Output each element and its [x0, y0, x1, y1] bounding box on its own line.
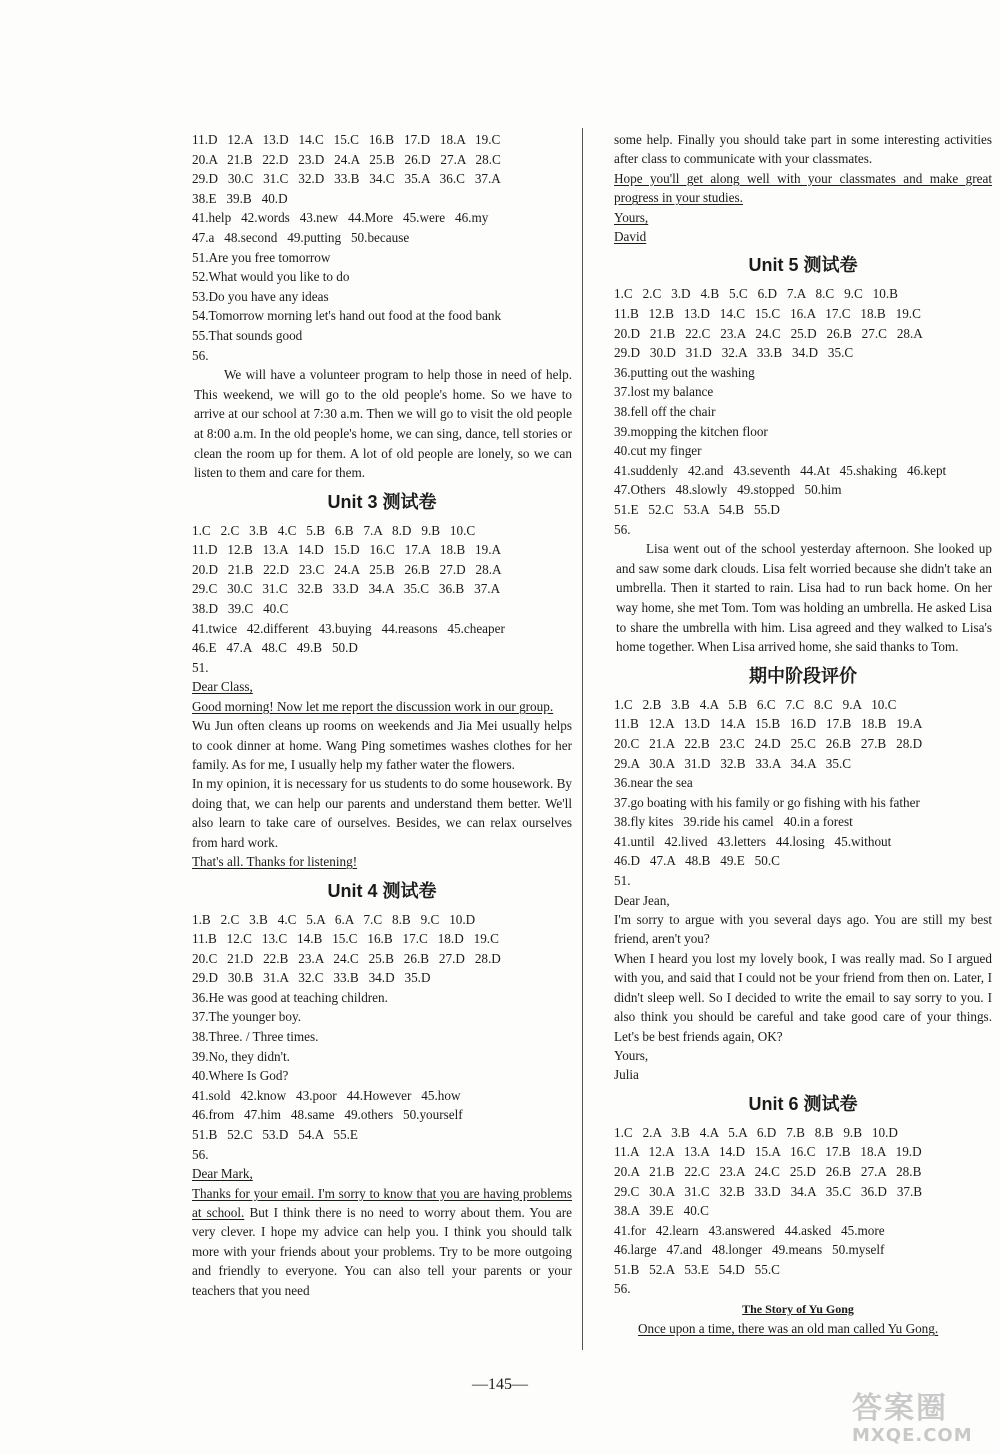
answer-line: 39.mopping the kitchen floor — [614, 423, 768, 439]
essay-text: Lisa went out of the school yesterday afternoon. She looked up and saw some dark clouds. Lisa felt worried because she didn't take an umbrella. Then it started to rain. Lisa had to run back home. On her way home, she met Tom. Tom was holding an umbrella. He asked Lisa to share the umbrella with him. Lisa agreed and they walked to Lisa's home together. When Lisa arrived home, she said thanks to Tom. — [616, 541, 992, 655]
answer-line: 46.D 47.A 48.B 49.E 50.C — [614, 853, 780, 869]
answer-line: 11.B 12.A 13.D 14.A 15.B 16.D 17.B 18.B 19.A — [614, 716, 923, 732]
answer-line: 11.A 12.A 13.A 14.D 15.A 16.C 17.B 18.A 19.D — [614, 1144, 922, 1160]
answer-line: 41.for 42.learn 43.answered 44.asked 45.more — [614, 1222, 885, 1238]
letter-greeting: Dear Class, — [192, 679, 253, 695]
answer-line: 37.lost my balance — [614, 384, 714, 400]
answer-line: 51. — [614, 873, 631, 889]
answer-line: 1.C 2.B 3.B 4.A 5.B 6.C 7.C 8.C 9.A 10.C — [614, 696, 897, 712]
letter-closing: Hope you'll get along well with your classmates and make great progress in your studies. — [614, 170, 992, 206]
midterm-answers — [594, 695, 992, 891]
answer-line: 29.D 30.C 31.C 32.D 33.B 34.C 35.A 36.C 37.A — [192, 171, 501, 187]
answer-line: 11.B 12.C 13.C 14.B 15.C 16.B 17.C 18.D 19.C — [192, 931, 499, 947]
answer-line: 20.D 21.B 22.D 23.C 24.A 25.B 26.B 27.D 28.A — [192, 561, 502, 577]
answer-line: 41.help 42.words 43.new 44.More 45.were 46.my — [192, 210, 489, 226]
answer-line: 29.C 30.C 31.C 32.B 33.D 34.A 35.C 36.B 37.A — [192, 581, 501, 597]
right-column — [594, 130, 992, 1338]
answer-line: 29.A 30.A 31.D 32.B 33.A 34.A 35.C — [614, 755, 852, 771]
answer-line: 40.Where Is God? — [192, 1068, 289, 1084]
answer-line: 41.suddenly 42.and 43.seventh 44.At 45.shaking 46.kept — [614, 462, 947, 478]
answer-line: 11.D 12.A 13.D 14.C 15.C 16.B 17.D 18.A 19.C — [192, 132, 501, 147]
answer-line: 56. — [192, 347, 209, 363]
answer-line: 20.C 21.D 22.B 23.A 24.C 25.B 26.B 27.D 28.D — [192, 950, 501, 966]
answer-line: 38.E 39.B 40.D — [192, 190, 288, 206]
answer-line: 54.Tomorrow morning let's hand out food at the food bank — [192, 308, 502, 324]
letter-opening: Thanks for your email. I'm sorry to know that you are having problems at school. — [192, 1185, 572, 1221]
letter-dear-mark-continued — [594, 130, 992, 246]
answer-line: 56. — [614, 521, 631, 537]
unit5-heading: Unit 5 测试卷 — [748, 255, 858, 276]
answer-line: 52.What would you like to do — [192, 269, 350, 285]
answer-line: 46.from 47.him 48.same 49.others 50.yourself — [192, 1107, 463, 1123]
answer-line: 41.twice 42.different 43.buying 44.reasons 45.cheaper — [192, 620, 505, 636]
answer-line: 47.a 48.second 49.putting 50.because — [192, 229, 410, 245]
story-first-line: Once upon a time, there was an old man called Yu Gong. — [638, 1321, 939, 1337]
answer-line: 20.C 21.A 22.B 23.C 24.D 25.C 26.B 27.B 28.D — [614, 735, 923, 751]
unit3-heading: Unit 3 测试卷 — [327, 491, 437, 512]
letter-body: When I heard you lost my lovely book, I was really mad. So I argued with you, and said that I could not be your friend from then on. Later, I didn't sleep well. So I decided to write the email to say sorry to you. I also think you should be careful and take good care of your things. Let's be best friends again, OK? — [614, 950, 992, 1044]
essay-volunteer — [172, 365, 572, 483]
answer-line: 40.cut my finger — [614, 443, 702, 459]
answer-line: 38.A 39.E 40.C — [614, 1203, 709, 1219]
answer-line: 29.D 30.D 31.D 32.A 33.B 34.D 35.C — [614, 345, 854, 361]
answer-line: 11.D 12.B 13.A 14.D 15.D 16.C 17.A 18.B 19.A — [192, 542, 502, 558]
answer-line: 1.C 2.C 3.D 4.B 5.C 6.D 7.A 8.C 9.C 10.B — [614, 286, 898, 302]
answer-line: 41.sold 42.know 43.poor 44.However 45.how — [192, 1087, 461, 1103]
answer-line: 38.fell off the chair — [614, 404, 716, 419]
answer-line: 56. — [614, 1281, 631, 1297]
answer-line: 55.That sounds good — [192, 327, 303, 343]
answer-line: 20.A 21.B 22.C 23.A 24.C 25.D 26.B 27.A 28.B — [614, 1163, 922, 1179]
answer-line: 39.No, they didn't. — [192, 1048, 290, 1064]
midterm-heading: 期中阶段评价 — [749, 665, 857, 686]
story-text — [594, 1319, 992, 1338]
answer-line: 53.Do you have any ideas — [192, 288, 329, 304]
letter-dear-class — [172, 677, 572, 871]
letter-greeting: Dear Mark, — [192, 1166, 253, 1182]
answer-line: 51.B 52.C 53.D 54.A 55.E — [192, 1127, 358, 1143]
answer-line: 37.The younger boy. — [192, 1009, 302, 1025]
answer-line: 11.B 12.B 13.D 14.C 15.C 16.A 17.C 18.B 19.C — [614, 306, 921, 322]
answer-line: 47.Others 48.slowly 49.stopped 50.him — [614, 482, 842, 498]
page-number: —145— — [472, 1376, 528, 1393]
letter-signoff: Yours, — [614, 1047, 649, 1063]
answer-line: 1.C 2.C 3.B 4.C 5.B 6.B 7.A 8.D 9.B 10.C — [192, 522, 476, 538]
letter-closing: That's all. Thanks for listening! — [192, 854, 358, 870]
answer-line: 36.He was good at teaching children. — [192, 989, 388, 1005]
answer-line: 38.Three. / Three times. — [192, 1029, 319, 1045]
answer-line: 46.large 47.and 48.longer 49.means 50.myself — [614, 1242, 885, 1258]
unit6-heading: Unit 6 测试卷 — [748, 1093, 858, 1114]
letter-opening: Good morning! Now let me report the discussion work in our group. — [192, 698, 554, 714]
essay-text: We will have a volunteer program to help those in need of help. This weekend, we will go to the old people's home. So we have to arrive at our school at 7:30 a.m. Then we will go to visit the old people at 8:00 a.m. In the old people's home, we can sing, dance, tell stories or clean the room up for them. A lot of old people are lonely, so we can listen to them and care for them. — [194, 367, 572, 481]
answer-line: 29.C 30.A 31.C 32.B 33.D 34.A 35.C 36.D 37.B — [614, 1183, 923, 1199]
letter-body — [192, 1184, 572, 1300]
unit5-answers — [594, 284, 992, 539]
letter-body: Wu Jun often cleans up rooms on weekends and Jia Mei usually helps to cook dinner at home. Wang Ping sometimes washes clothes for her family. As for me, I usually help my father water the flowers. — [192, 718, 572, 773]
watermark-top: 答案圈 — [852, 1391, 948, 1426]
watermark-logo — [852, 1392, 998, 1452]
answer-line: 36.near the sea — [614, 775, 693, 791]
answer-line: 41.until 42.lived 43.letters 44.losing 45.without — [614, 833, 892, 849]
answer-line: 37.go boating with his family or go fishing with his father — [614, 794, 920, 810]
answer-line: 38.D 39.C 40.C — [192, 601, 289, 617]
letter-body: some help. Finally you should take part in some interesting activities after class to communicate with your classmates. — [614, 132, 992, 167]
letter-name: Julia — [614, 1067, 639, 1083]
letter-body: I'm sorry to argue with you several days ago. You are still my best friend, aren't you? — [614, 912, 992, 947]
answer-line: 38.fly kites 39.ride his camel 40.in a forest — [614, 814, 853, 830]
answers-top-block — [172, 130, 572, 365]
unit3-answers — [172, 521, 572, 678]
watermark-bottom: MXQE.COM — [852, 1425, 973, 1446]
answer-line: 36.putting out the washing — [614, 364, 755, 380]
letter-dear-jean — [594, 891, 992, 1085]
answer-line: 46.E 47.A 48.C 49.B 50.D — [192, 640, 358, 656]
answer-line: 29.D 30.B 31.A 32.C 33.B 34.D 35.D — [192, 970, 431, 986]
letter-signoff: Yours, — [614, 209, 649, 225]
unit4-answers — [172, 910, 572, 1165]
letter-greeting: Dear Jean, — [614, 892, 670, 908]
answer-line: 51.Are you free tomorrow — [192, 249, 331, 265]
answer-line: 20.D 21.B 22.C 23.A 24.C 25.D 26.B 27.C 28.A — [614, 325, 923, 341]
answer-line: 51. — [192, 659, 209, 675]
letter-body-text: But I think there is no need to worry about them. You are very clever. I hope my advice can help you. I think you should talk more with your friends about your problems. Try to be more outgoing and friendly to everyone. You can also tell your parents or your teachers that you need — [192, 1205, 572, 1298]
unit4-heading: Unit 4 测试卷 — [327, 880, 437, 901]
unit6-answers — [594, 1123, 992, 1299]
left-column — [172, 130, 572, 1300]
story-title: The Story of Yu Gong — [742, 1302, 854, 1317]
essay-lisa — [594, 539, 992, 657]
answer-line: 20.A 21.B 22.D 23.D 24.A 25.B 26.D 27.A 28.C — [192, 151, 501, 167]
answer-line: 1.B 2.C 3.B 4.C 5.A 6.A 7.C 8.B 9.C 10.D — [192, 911, 476, 927]
letter-name: David — [614, 229, 647, 245]
answer-line: 51.B 52.A 53.E 54.D 55.C — [614, 1261, 780, 1277]
letter-dear-mark — [172, 1164, 572, 1300]
answer-line: 51.E 52.C 53.A 54.B 55.D — [614, 501, 780, 517]
answer-line: 1.C 2.A 3.B 4.A 5.A 6.D 7.B 8.B 9.B 10.D — [614, 1124, 898, 1140]
column-divider — [582, 128, 583, 1350]
letter-body: In my opinion, it is necessary for us students to do some housework. By doing that, we can help our parents and understand them better. We'll also learn to take care of ourselves. Besides, we can relax ourselves from hard work. — [192, 776, 572, 850]
answer-line: 56. — [192, 1146, 209, 1162]
